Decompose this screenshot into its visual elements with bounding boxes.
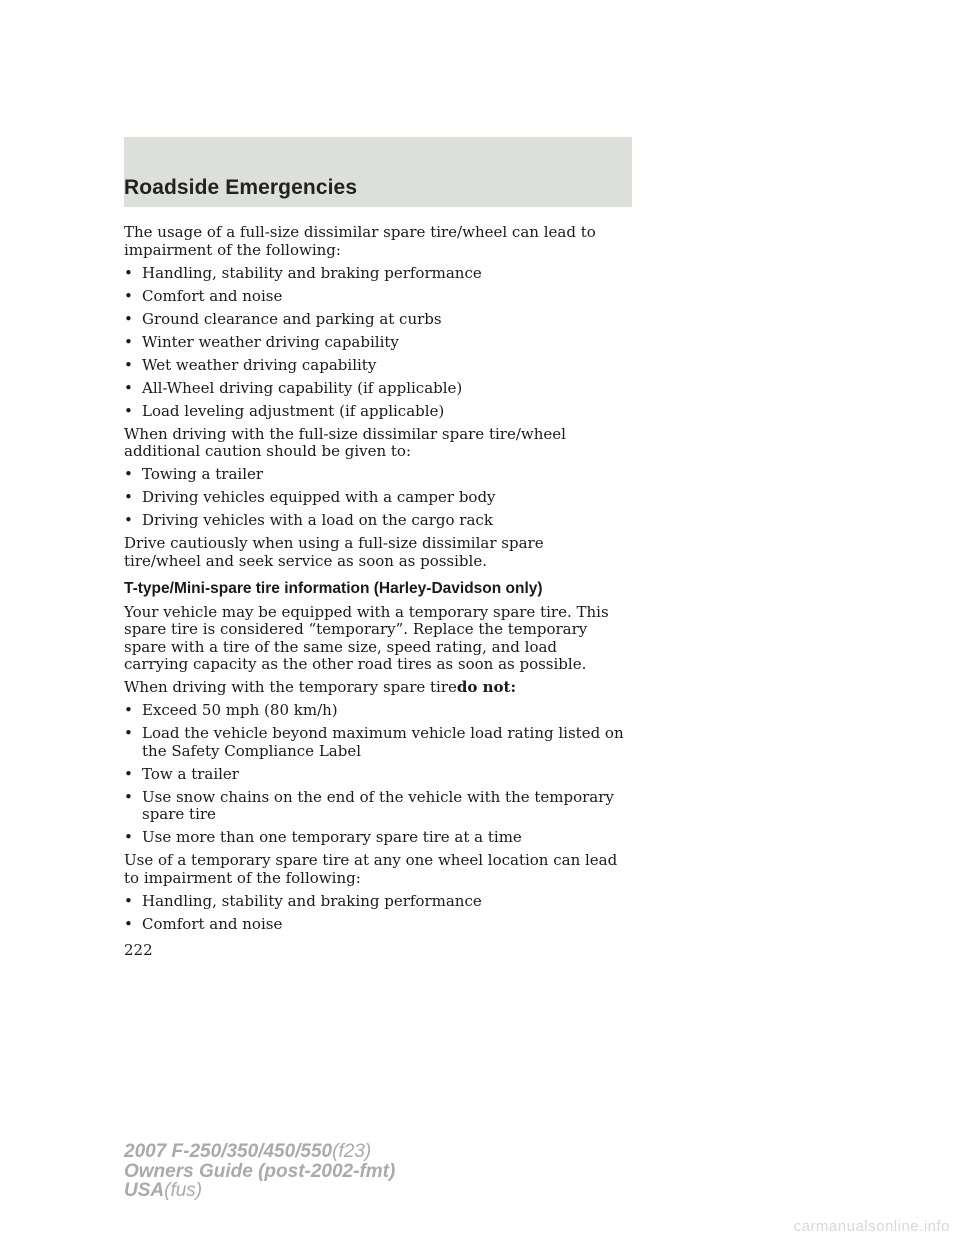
paragraph-do-not: When driving with the temporary spare tiredo not: [124,678,516,696]
list-item: • All-Wheel driving capability (if applicable) [124,378,463,397]
paragraph-full-size-spare-impairment: The usage of a full-size dissimilar spare tire/wheel can lead to impairment of the following: [124,223,596,259]
subheading-mini-spare: T-type/Mini-spare tire information (Harley-Davidson only) [124,580,543,597]
list-item: • Wet weather driving capability [124,355,377,374]
list-item: • Comfort and noise [124,914,283,933]
footer-line-guide: Owners Guide (post-2002-fmt) [124,1160,396,1182]
paragraph-drive-cautiously: Drive cautiously when using a full-size dissimilar spare tire/wheel and seek service as soon as possible. [124,534,544,570]
list-item: • Load leveling adjustment (if applicable) [124,401,445,420]
list-item: • Use more than one temporary spare tire at a time [124,828,522,846]
footer-line-model: 2007 F-250/350/450/550(f23) [124,1141,372,1162]
paragraph-temporary-impairment: Use of a temporary spare tire at any one wheel location can lead to impairment of the following: [124,851,618,887]
list-do-not [124,702,624,847]
list-item: • Comfort and noise [124,286,283,305]
list-item: • Winter weather driving capability [124,332,399,351]
list-item: • Driving vehicles equipped with a camper body [124,488,496,506]
list-item: • Exceed 50 mph (80 km/h) [124,701,338,719]
list-impairments [124,265,624,421]
footer-doc-info [124,1142,395,1201]
do-not-emphasis: do not: [456,678,516,696]
list-item: • Load the vehicle beyond maximum vehicle load rating listed on the Safety Compliance Label [124,724,624,760]
list-temporary-impairments [124,893,624,934]
section-title: Roadside Emergencies [124,176,358,199]
list-item: • Ground clearance and parking at curbs [124,309,442,328]
paragraph-temporary-spare: Your vehicle may be equipped with a temporary spare tire. This spare tire is considered “temporary”. Replace the temporary spare with a tire of the same size, speed rating, and load carrying capacity as the other road tires as soon as possible. [124,602,609,673]
list-item: • Handling, stability and braking performance [124,263,482,282]
list-caution [124,466,624,530]
list-item: • Use snow chains on the end of the vehicle with the temporary spare tire [124,787,614,823]
list-item: • Driving vehicles with a load on the cargo rack [124,511,493,529]
list-item: • Handling, stability and braking performance [124,891,482,910]
footer-line-market: USA(fus) [124,1180,203,1201]
list-item: • Towing a trailer [124,465,264,483]
watermark: carmanualsonline.info [793,1218,950,1235]
page-content [124,224,624,939]
list-item: • Tow a trailer [124,764,239,783]
paragraph-caution: When driving with the full-size dissimilar spare tire/wheel additional caution should be given to: [124,424,566,460]
page-number: 222 [124,941,153,959]
